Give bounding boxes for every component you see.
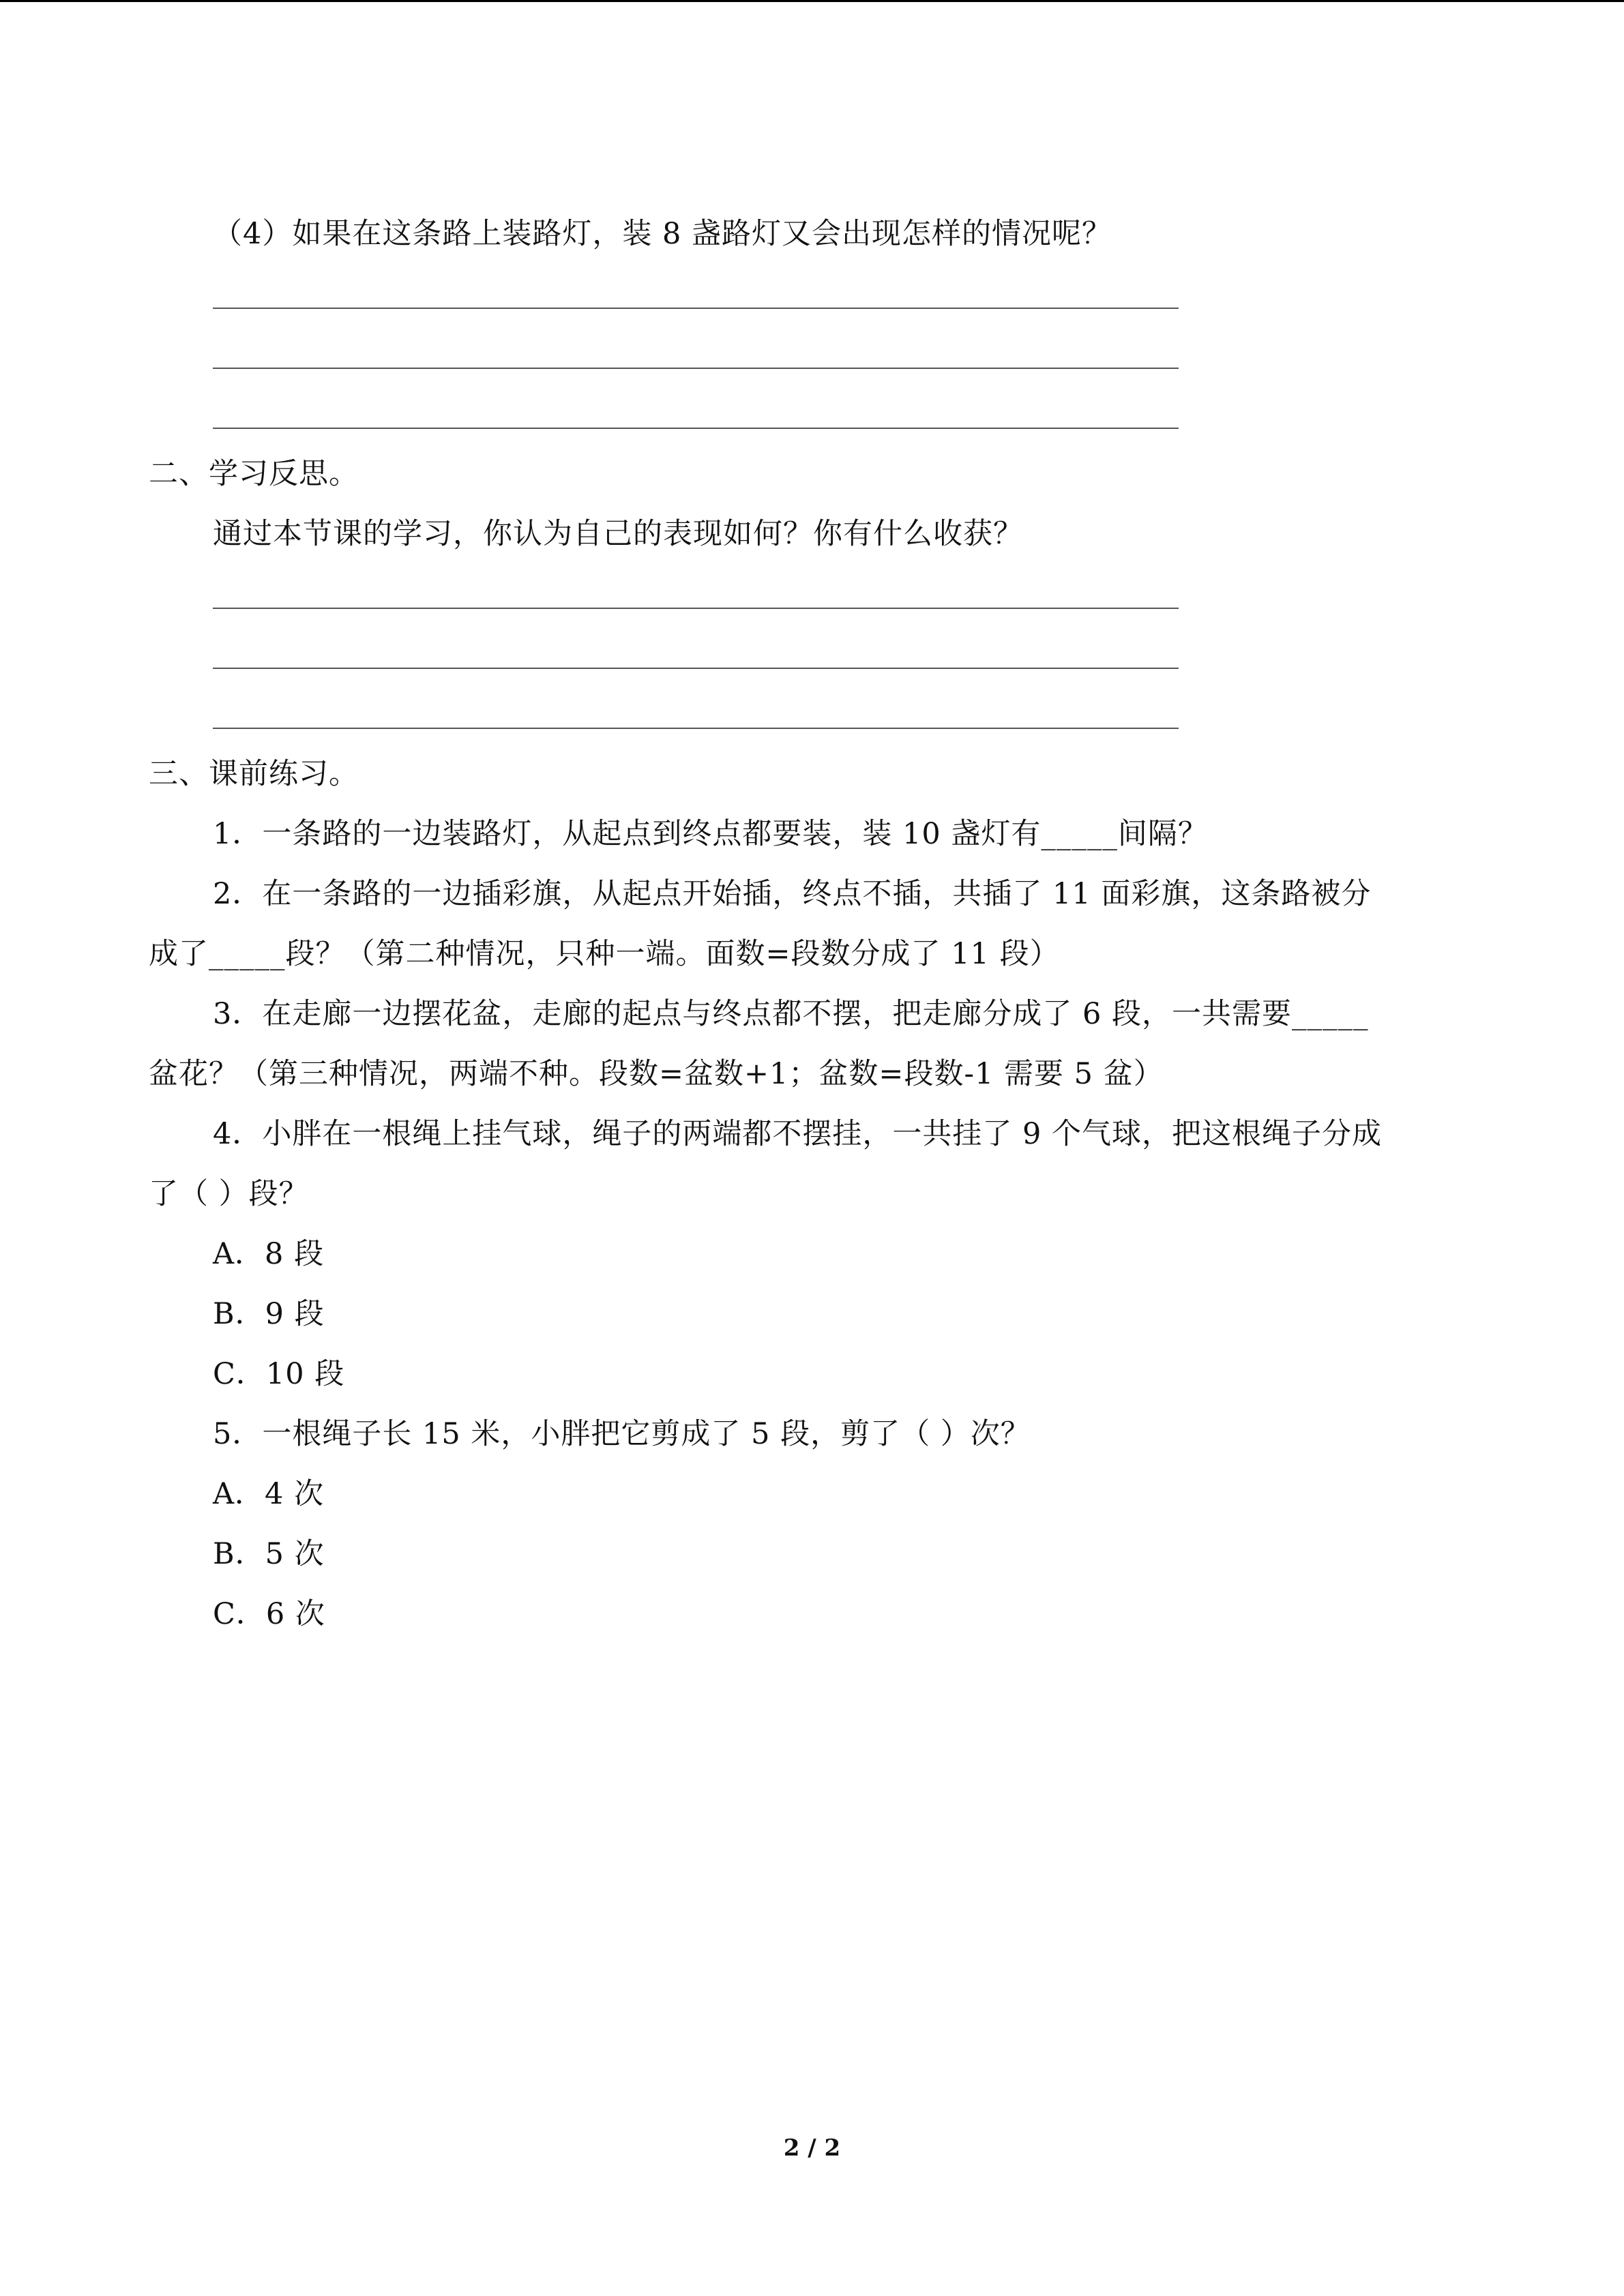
- exercise-5: 5．一根绳子长 15 米，小胖把它剪成了 5 段，剪了（ ）次？: [213, 1417, 1031, 1451]
- answer-line[interactable]: [213, 608, 1179, 609]
- answer-line[interactable]: [213, 428, 1179, 429]
- answer-line[interactable]: [213, 368, 1179, 369]
- exercise-2-line-2: 成了_____段？（第二种情况，只种一端。面数=段数分成了 11 段）: [149, 937, 1060, 971]
- page-top-border: [0, 0, 1624, 2]
- exercise-3-line-2: 盆花？（第三种情况，两端不种。段数=盆数+1；盆数=段数-1 需要 5 盆）: [149, 1057, 1164, 1091]
- answer-line[interactable]: [213, 308, 1179, 309]
- answer-line[interactable]: [213, 728, 1179, 729]
- page-number: 2 / 2: [783, 2134, 841, 2162]
- exercise-4-option-c: C．10 段: [213, 1357, 345, 1391]
- section-3-heading: 三、课前练习。: [149, 757, 359, 791]
- section-2-heading: 二、学习反思。: [149, 457, 359, 491]
- exercise-4-option-b: B．9 段: [213, 1297, 325, 1331]
- section-2-prompt: 通过本节课的学习，你认为自己的表现如何？你有什么收获？: [213, 517, 1023, 551]
- exercise-5-option-c: C．6 次: [213, 1597, 325, 1631]
- exercise-5-option-a: A．4 次: [213, 1477, 325, 1511]
- question-4-text: （4）如果在这条路上装路灯，装 8 盏路灯又会出现怎样的情况呢？: [213, 217, 1112, 251]
- exercise-4-option-a: A．8 段: [213, 1237, 325, 1271]
- exercise-4-line-2: 了（ ）段？: [149, 1177, 309, 1211]
- exercise-4-line-1: 4．小胖在一根绳上挂气球，绳子的两端都不摆挂，一共挂了 9 个气球，把这根绳子分成: [213, 1117, 1383, 1151]
- exercise-1: 1．一条路的一边装路灯，从起点到终点都要装，装 10 盏灯有_____间隔？: [213, 817, 1208, 851]
- exercise-2-line-1: 2．在一条路的一边插彩旗，从起点开始插，终点不插，共插了 11 面彩旗，这条路被分: [213, 877, 1372, 911]
- exercise-5-option-b: B．5 次: [213, 1537, 325, 1571]
- answer-line[interactable]: [213, 668, 1179, 669]
- exercise-3-line-1: 3．在走廊一边摆花盆，走廊的起点与终点都不摆，把走廊分成了 6 段，一共需要_____: [213, 997, 1369, 1031]
